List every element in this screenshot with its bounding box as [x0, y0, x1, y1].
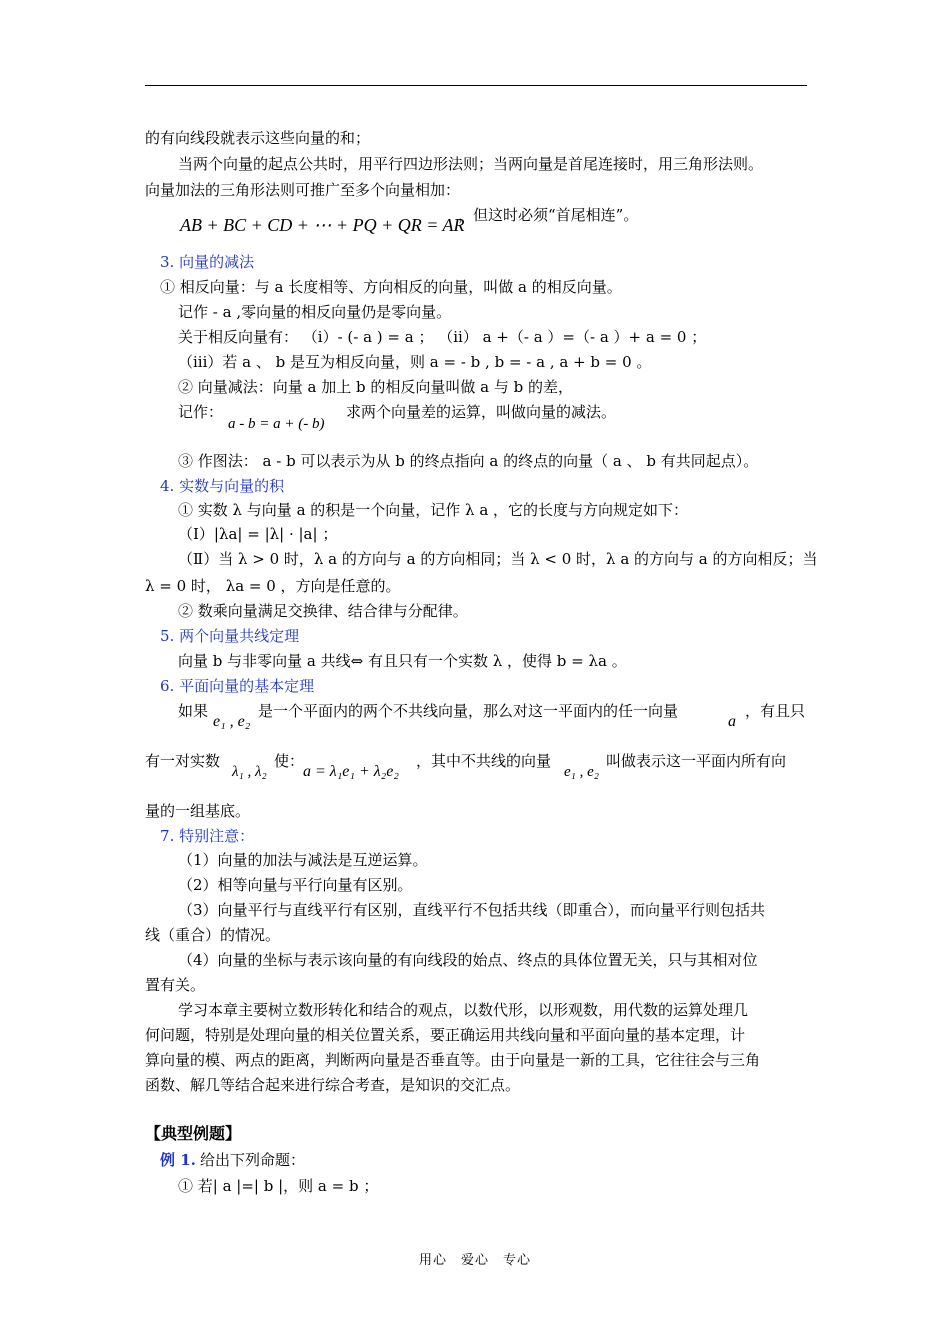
formula: a - b = a + (- b) — [228, 416, 325, 432]
text-line: ① 实数 λ 与向量 a 的积是一个向量，记作 λ a ，它的长度与方向规定如下： — [178, 501, 689, 519]
section-heading: 6. 平面向量的基本定理 — [160, 677, 315, 695]
vector-sum-formula: AB + BC + CD + ⋯ + PQ + QR = AR — [180, 215, 465, 235]
section-heading: 4. 实数与向量的积 — [160, 477, 285, 495]
text-line: ，有且只 — [745, 702, 806, 720]
section-heading: 5. 两个向量共线定理 — [160, 627, 300, 645]
text-line: ② 数乘向量满足交换律、结合律与分配律。 — [178, 602, 468, 620]
formula: a = λ₁e₁ + λ₂e₂ — [303, 763, 399, 780]
text-line: 的有向线段就表示这些向量的和； — [145, 129, 371, 147]
text-line: 向量加法的三角形法则可推广至多个向量相加： — [145, 181, 461, 199]
text-line: 给出下列命题： — [200, 1151, 306, 1169]
text-line: 求两个向量差的运算，叫做向量的减法。 — [346, 403, 617, 421]
text-line: λ = 0 时， λa = 0 ，方向是任意的。 — [145, 577, 401, 595]
formula: a — [728, 713, 736, 730]
text-line: ① 若| a |=| b |，则 a = b ； — [178, 1177, 379, 1195]
text-line: 学习本章主要树立数形转化和结合的观点，以数代形，以形观数，用代数的运算处理几 — [178, 1001, 749, 1019]
text-line: 有一对实数 — [145, 752, 221, 770]
text-line: （1）向量的加法与减法是互逆运算。 — [178, 851, 428, 869]
text-line: ，其中不共线的向量 — [416, 752, 552, 770]
text-line: 记作 - a ,零向量的相反向量仍是零向量。 — [178, 303, 452, 321]
example-label: 例 1. — [160, 1151, 196, 1169]
text-line: 何问题，特别是处理向量的相关位置关系，要正确运用共线向量和平面向量的基本定理，计 — [145, 1026, 746, 1044]
text-line: （iii）若 a 、 b 是互为相反向量，则 a = - b , b = - a , a + b = 0 。 — [178, 353, 652, 371]
text-line: （4）向量的坐标与表示该向量的有向线段的始点、终点的具体位置无关，只与其相对位 — [178, 951, 758, 969]
text-line: 向量 b 与非零向量 a 共线⇔ 有且只有一个实数 λ ，使得 b = λa 。 — [178, 652, 627, 670]
section-heading: 7. 特别注意： — [160, 827, 255, 845]
section-heading-examples: 【典型例题】 — [145, 1124, 242, 1143]
text-line: ，但这时必须“首尾相连”。 — [458, 206, 639, 224]
text-line: 使： — [274, 752, 305, 770]
text-line: 当两个向量的起点公共时，用平行四边形法则；当两向量是首尾连接时，用三角形法则。 — [178, 155, 764, 173]
section-heading: 3. 向量的减法 — [160, 253, 255, 271]
text-line: （Ⅱ）当 λ > 0 时，λ a 的方向与 a 的方向相同；当 λ < 0 时，λ a 的方向与 a 的方向相反；当 — [178, 550, 818, 568]
formula: e₁ , e₂ — [213, 713, 251, 730]
text-line: 算向量的模、两点的距离，判断两向量是否垂直等。由于向量是一新的工具，它往往会与三角 — [145, 1051, 761, 1069]
formula: e₁ , e₂ — [564, 764, 599, 780]
text-line: 记作： — [178, 403, 224, 421]
formula: λ₁ , λ₂ — [232, 764, 267, 780]
text-line: （3）向量平行与直线平行有区别，直线平行不包括共线（即重合），而向量平行则包括共 — [178, 901, 766, 919]
text-line: 线（重合）的情况。 — [145, 926, 281, 944]
text-line: 如果 — [178, 702, 209, 720]
text-line: （2）相等向量与平行向量有区别。 — [178, 876, 413, 894]
text-line: ③ 作图法： a - b 可以表示为从 b 的终点指向 a 的终点的向量（ a 、 b 有共同起点）。 — [178, 452, 759, 470]
page-footer: 用心 爱心 专心 — [418, 1253, 531, 1268]
text-line: 叫做表示这一平面内所有向 — [606, 752, 787, 770]
text-line: ① 相反向量：与 a 长度相等、方向相反的向量，叫做 a 的相反向量。 — [160, 278, 622, 296]
text-line: 是一个平面内的两个不共线向量，那么对这一平面内的任一向量 — [258, 702, 679, 720]
text-line: ② 向量减法：向量 a 加上 b 的相反向量叫做 a 与 b 的差， — [178, 378, 574, 396]
text-line: 置有关。 — [145, 976, 206, 994]
text-line: 关于相反向量有： （i）- (- a ) = a ； （ii） a +（- a ）=（- a ）+ a = 0 ； — [178, 328, 707, 346]
header-rule — [145, 85, 807, 86]
text-line: 函数、解几等结合起来进行综合考查，是知识的交汇点。 — [145, 1076, 521, 1094]
text-line: （Ⅰ）|λa| = |λ| · |a| ； — [178, 525, 338, 543]
text-line: 量的一组基底。 — [145, 802, 251, 820]
